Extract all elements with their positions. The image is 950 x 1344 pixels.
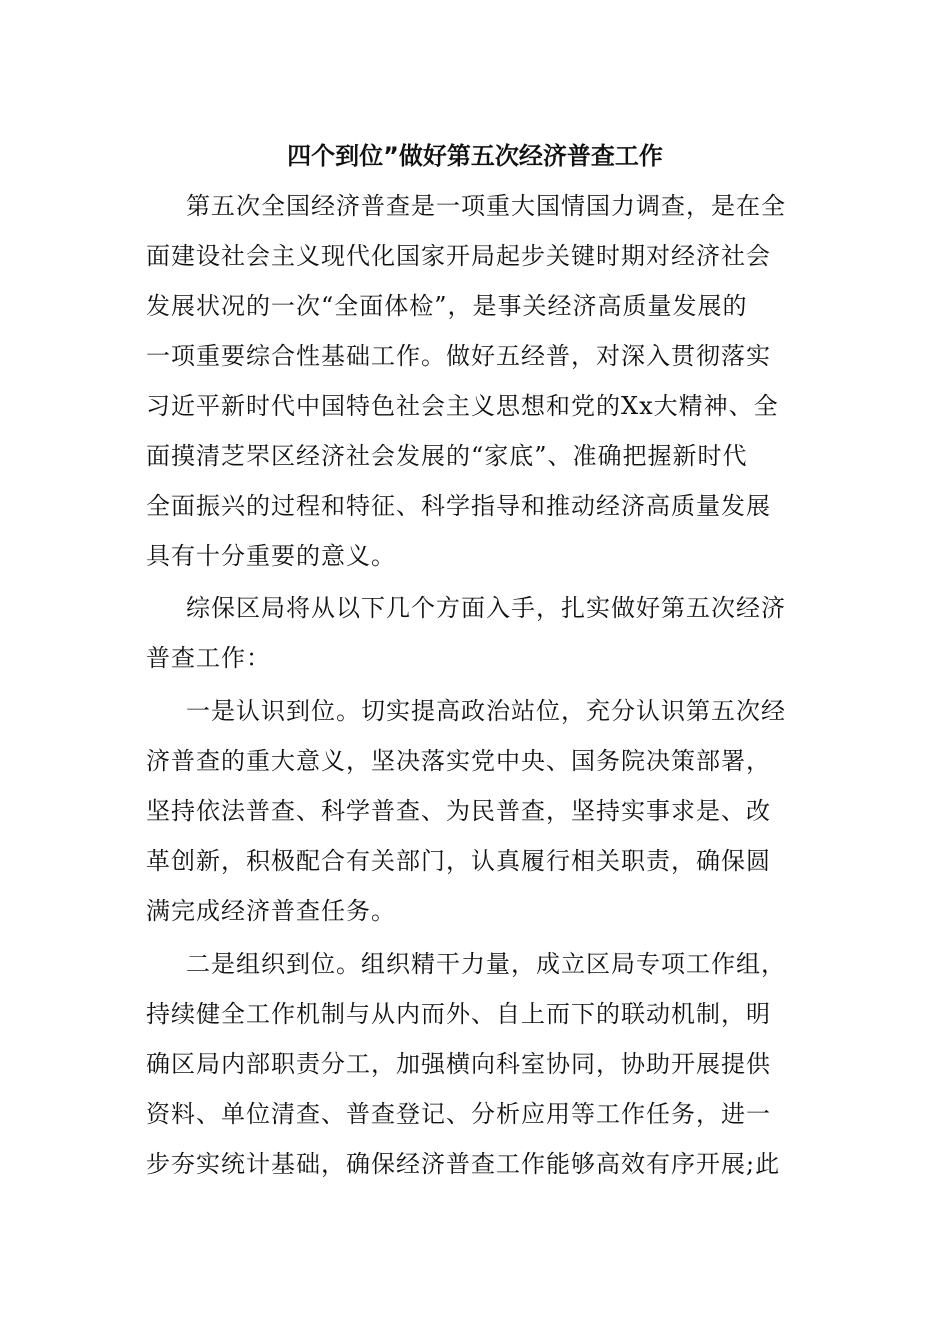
text-line: 坚持依法普查、科学普查、为民普查，坚持实事求是、改 bbox=[146, 797, 771, 825]
text-line: 发展状况的一次“全面体检”，是事关经济高质量发展的 bbox=[146, 292, 748, 320]
text-line: 综保区局将从以下几个方面入手，扎实做好第五次经济 bbox=[186, 594, 786, 622]
text-line: 持续健全工作机制与从内而外、自上而下的联动机制，明 bbox=[146, 1000, 771, 1028]
text-line: 一项重要综合性基础工作。做好五经普，对深入贯彻落实 bbox=[146, 342, 771, 370]
text-line: 面摸清芝罘区经济社会发展的“家底”、准确把握新时代 bbox=[146, 442, 748, 470]
text-line: 第五次全国经济普查是一项重大国情国力调查，是在全 bbox=[186, 192, 786, 220]
text-line: 二是组织到位。组织精干力量，成立区局专项工作组， bbox=[186, 950, 786, 978]
text-line: 面建设社会主义现代化国家开局起步关键时期对经济社会 bbox=[146, 242, 771, 270]
text-line: 具有十分重要的意义。 bbox=[146, 542, 396, 570]
text-line: 一是认识到位。切实提高政治站位，充分认识第五次经 bbox=[186, 697, 786, 725]
text-line: 济普查的重大意义，坚决落实党中央、国务院决策部署， bbox=[146, 747, 771, 775]
text-line: 习近平新时代中国特色社会主义思想和党的Xx大精神、全 bbox=[146, 392, 779, 420]
text-line: 普查工作： bbox=[146, 644, 271, 672]
text-line: 革创新，积极配合有关部门，认真履行相关职责，确保圆 bbox=[146, 847, 771, 875]
document-title: 四个到位”做好第五次经济普查工作 bbox=[287, 142, 663, 170]
text-line: 全面振兴的过程和特征、科学指导和推动经济高质量发展 bbox=[146, 492, 771, 520]
text-line: 资料、单位清查、普查登记、分析应用等工作任务，进一 bbox=[146, 1100, 771, 1128]
text-line: 步夯实统计基础，确保经济普查工作能够高效有序开展;此 bbox=[146, 1150, 781, 1178]
text-line: 满完成经济普查任务。 bbox=[146, 897, 396, 925]
text-line: 确区局内部职责分工，加强横向科室协同，协助开展提供 bbox=[146, 1050, 771, 1078]
